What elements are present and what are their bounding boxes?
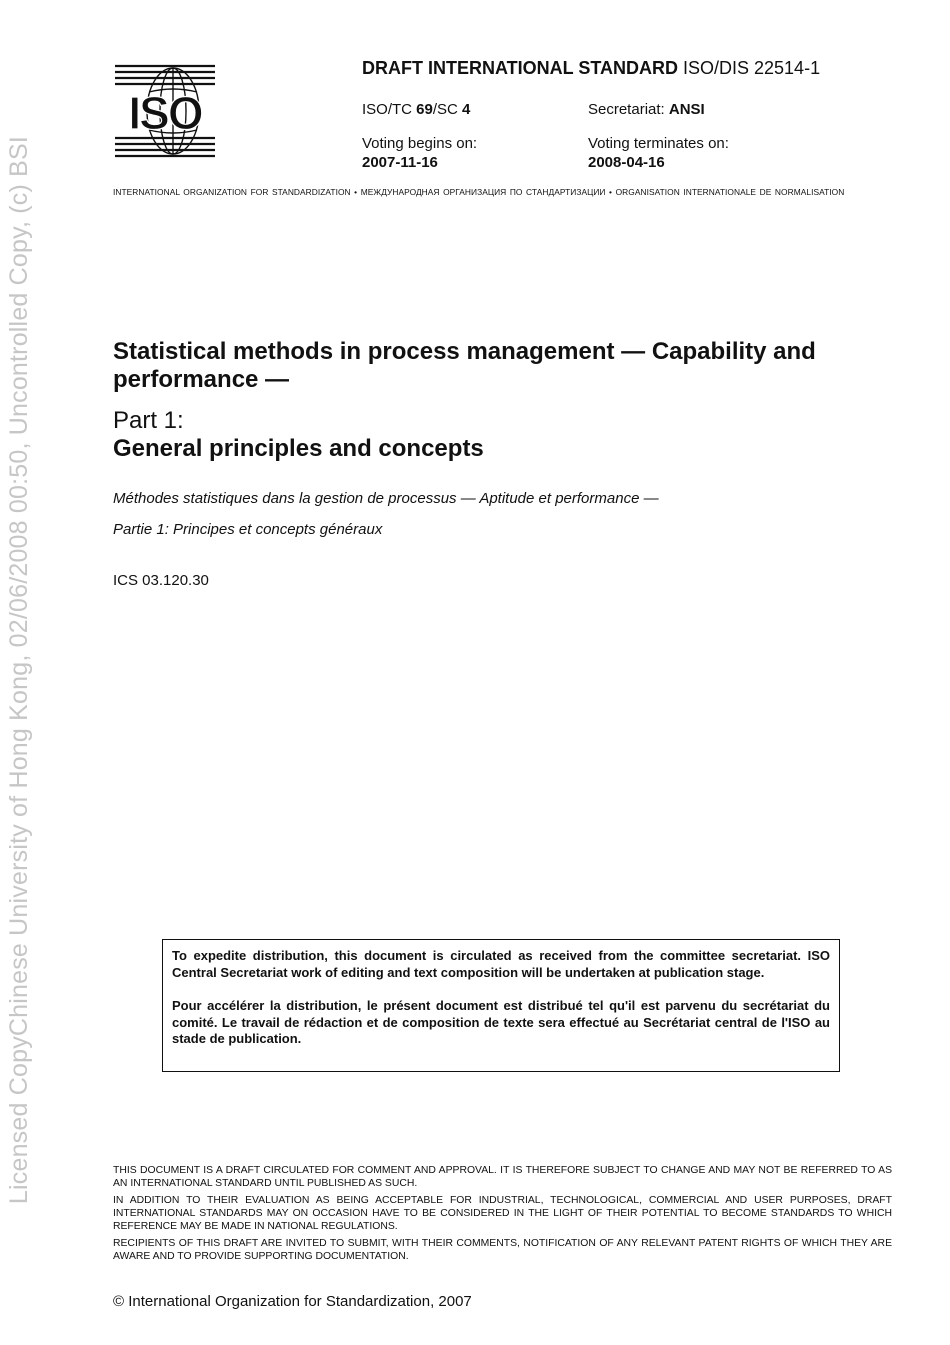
disclaimer-paragraph: RECIPIENTS OF THIS DRAFT ARE INVITED TO SUBMIT, WITH THEIR COMMENTS, NOTIFICATION OF ANY RELEVANT PATENT RIGHTS OF WHICH THEY ARE AWARE AND TO PROVIDE SUPPORTING DOCUMENTATION. [113,1238,892,1262]
notice-english: To expedite distribution, this document is circulated as received from the committee secretariat. ISO Central Secretariat work of editing and text composition will be undertaken at publication stage. [172,948,830,980]
part-number: Part 1: [113,407,184,434]
document-title: Statistical methods in process management — Capability and performance — [113,338,816,393]
disclaimer-paragraph: THIS DOCUMENT IS A DRAFT CIRCULATED FOR COMMENT AND APPROVAL. IT IS THEREFORE SUBJECT TO CHANGE AND MAY NOT BE REFERRED TO AS AN INTERNATIONAL STANDARD UNTIL PUBLISHED AS SUCH. [113,1165,892,1189]
copyright-notice: © International Organization for Standardization, 2007 [113,1293,472,1310]
secretariat: Secretariat: ANSI [588,101,705,118]
committee-reference: ISO/TC 69/SC 4 [362,101,471,118]
document-number: ISO/DIS 22514-1 [683,58,821,78]
secretariat-value: ANSI [668,101,705,118]
french-title: Méthodes statistiques dans la gestion de processus — Aptitude et performance — [113,490,659,507]
document-designation [362,58,820,79]
notice-french: Pour accélérer la distribution, le présent document est distribué tel qu'il est parvenu du secrétariat du comité. Le travail de rédaction et de composition de texte sera effectué au Secrétariat central de l'ISO au stade de publication. [172,998,830,1046]
disclaimer-paragraph: IN ADDITION TO THEIR EVALUATION AS BEING ACCEPTABLE FOR INDUSTRIAL, TECHNOLOGICAL, COMMERCIAL AND USER PURPOSES, DRAFT INTERNATIONAL STANDARDS MAY ON OCCASION HAVE TO BE CONSIDERED IN THE LIGHT OF THEIR POTENTIAL TO BECOME STANDARDS TO WHICH REFERENCE MAY BE MADE IN NATIONAL REGULATIONS. [113,1195,892,1232]
ics-code: ICS 03.120.30 [113,572,209,589]
voting-terminates-label: Voting terminates on: [588,135,729,152]
voting-begins-label: Voting begins on: [362,135,478,152]
organization-names-line: INTERNATIONAL ORGANIZATION FOR STANDARDIZATION • МЕЖДУНАРОДНАЯ ОРГАНИЗАЦИЯ ПО СТАНДАРТИЗАЦИИ • ORGANISATION INTERNATIONALE DE NORMALISATION [113,187,845,197]
license-watermark: Licensed CopyChinese University of Hong Kong, 02/06/2008 00:50, Uncontrolled Copy, (c) BSI [5,135,33,1205]
distribution-notice-box [162,939,840,1072]
committee-tc-number: 69 [416,101,433,118]
iso-logo-text: ISO [128,87,202,139]
committee-sc-number: 4 [462,101,471,118]
iso-globe-logo [115,64,215,158]
part-title: General principles and concepts [113,435,484,462]
draft-disclaimer [113,1164,892,1267]
voting-terminates-date: 2008-04-16 [588,154,665,171]
voting-begins-date: 2007-11-16 [362,154,438,171]
french-part-title: Partie 1: Principes et concepts généraux [113,521,383,538]
draft-standard-label: DRAFT INTERNATIONAL STANDARD [362,58,678,78]
